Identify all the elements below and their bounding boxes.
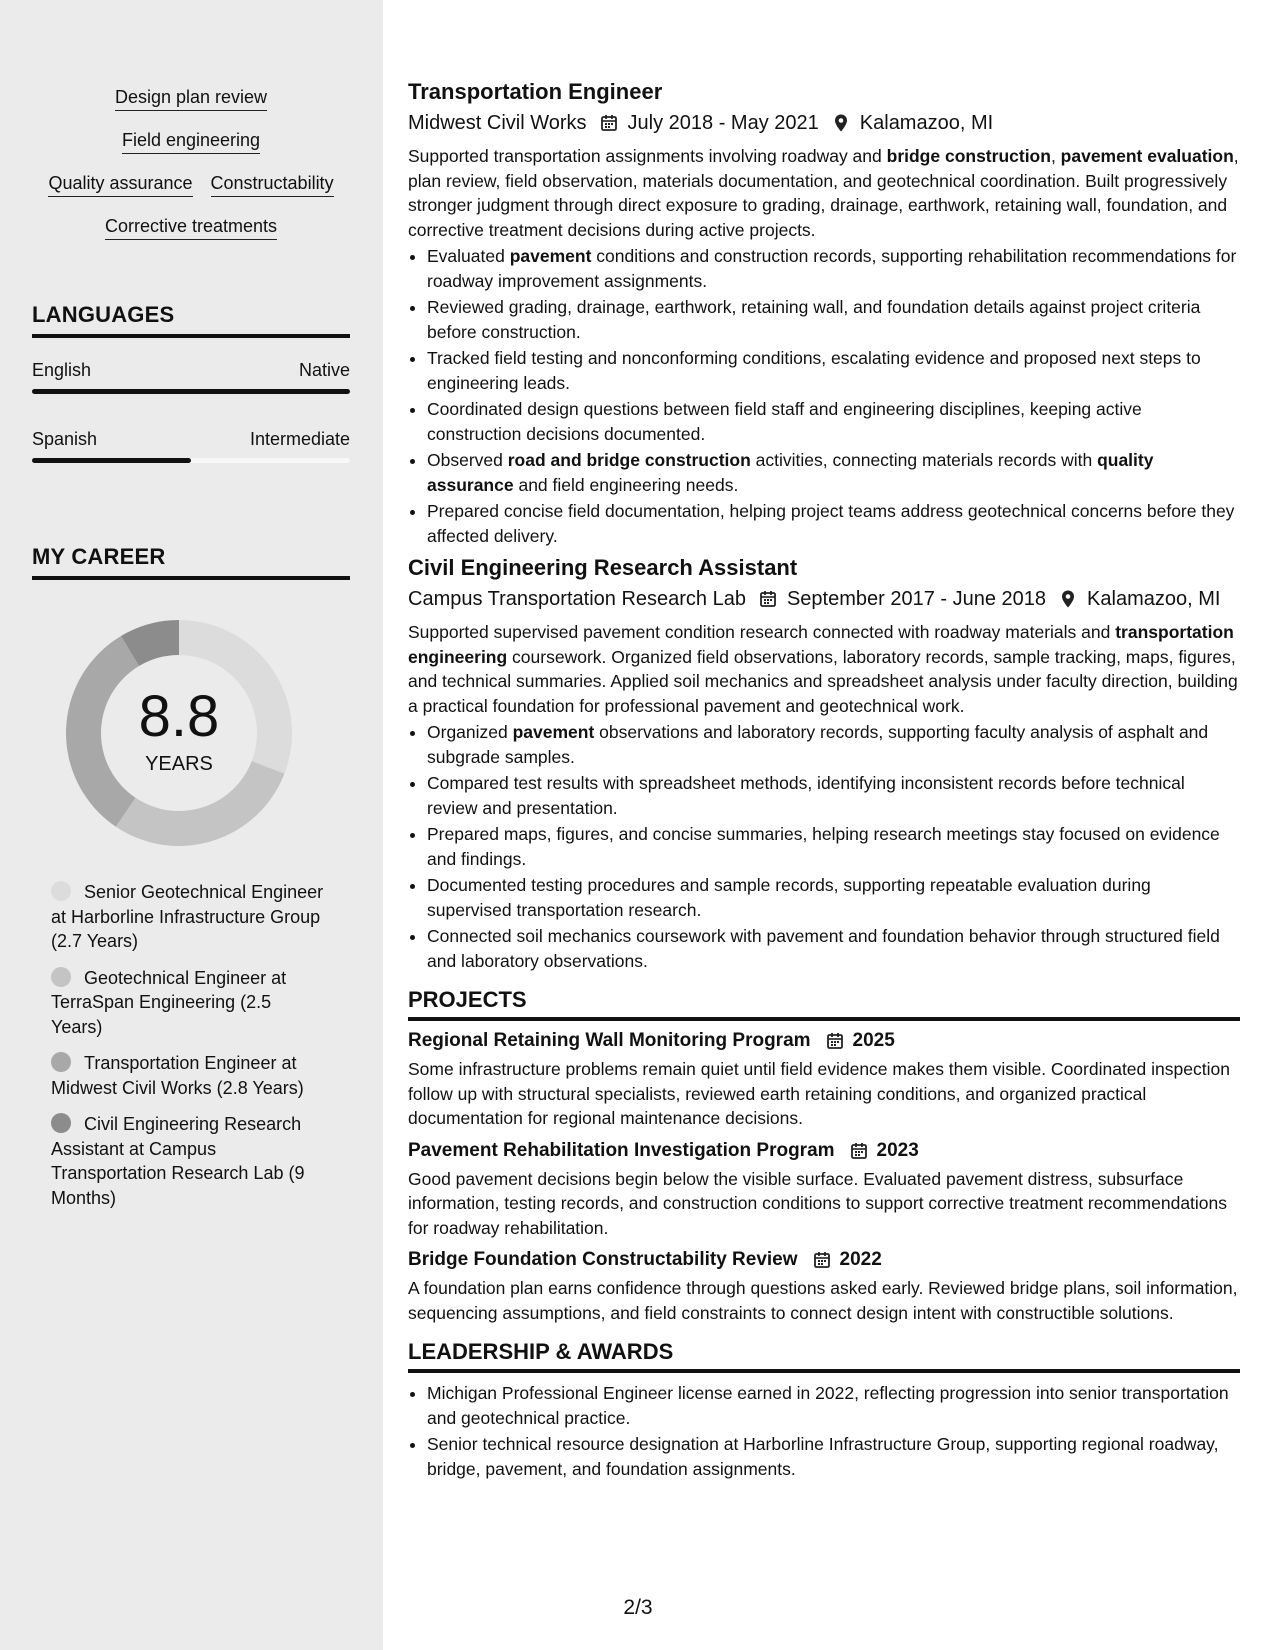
project-entry — [408, 1248, 1240, 1325]
sidebar — [0, 0, 383, 1650]
career-legend-item — [51, 1112, 326, 1210]
language-bar-fill — [32, 389, 350, 394]
calendar-icon — [599, 113, 619, 133]
language-bar-fill — [32, 458, 191, 463]
skill-row — [32, 129, 350, 154]
calendar-icon — [812, 1250, 832, 1270]
language-bar — [32, 389, 350, 394]
leadership-heading: LEADERSHIP & AWARDS — [408, 1339, 1240, 1373]
project-description: Good pavement decisions begin below the visible surface. Evaluated pavement distress, subsurface information, testing records, and construction conditions to support corrective treatment recommendations for roadway rehabilitation. — [408, 1168, 1228, 1238]
job-bullet: • Coordinated design questions between field staff and engineering disciplines, keeping active construction decisions documented. — [427, 397, 1240, 446]
legend-dot — [51, 881, 71, 901]
career-unit: YEARS — [145, 753, 213, 775]
job-bullet: • Compared test results with spreadsheet methods, identifying inconsistent records before technical review and presentation. — [427, 771, 1240, 820]
leadership-item: • Senior technical resource designation at Harborline Infrastructure Group, supporting regional roadway, bridge, pavement, and foundation assignments. — [427, 1432, 1240, 1481]
job-dates: September 2017 - June 2018 — [786, 588, 1047, 610]
job-entry — [408, 554, 1240, 973]
career-legend — [51, 880, 326, 1222]
projects-heading: PROJECTS — [408, 987, 1240, 1021]
skill-tag: Field engineering — [122, 129, 260, 154]
job-company: Campus Transportation Research Lab — [408, 588, 746, 610]
project-year: 2025 — [852, 1030, 895, 1051]
project-description: A foundation plan earns confidence through questions asked early. Reviewed bridge plans, soil information, sequencing assumptions, and field constraints to connect design intent with constructible solutions. — [408, 1278, 1238, 1323]
job-title: Civil Engineering Research Assistant — [408, 555, 798, 580]
job-summary: Supported transportation assignments involving roadway and bridge construction, pavement evaluation, plan review, field observation, materials documentation, and geotechnical coordination. Built progressively stronger judgment through direct exposure to grading, drainage, earthwork, retaining wall, foundation, and corrective treatment decisions during active projects. — [408, 146, 1239, 240]
job-location: Kalamazoo, MI — [1087, 588, 1221, 610]
skill-tag: Constructability — [211, 172, 334, 197]
language-bar — [32, 458, 350, 463]
project-year: 2023 — [876, 1139, 919, 1161]
main-content — [408, 78, 1240, 1483]
job-meta — [408, 110, 1240, 136]
skill-tag: Quality assurance — [48, 172, 192, 197]
skill-tag: Corrective treatments — [105, 215, 277, 240]
language-name: Spanish — [32, 429, 98, 449]
job-meta — [408, 586, 1240, 612]
map-pin-icon — [831, 113, 851, 133]
leadership-list — [408, 1381, 1240, 1481]
career-legend-label: Transportation Engineer at Midwest Civil Works (2.8 Years) — [51, 1053, 304, 1098]
skills-list — [32, 86, 350, 258]
career-legend-label: Senior Geotechnical Engineer at Harborline Infrastructure Group (2.7 Years) — [51, 882, 324, 951]
job-bullet: • Prepared maps, figures, and concise summaries, helping research meetings stay focused on evidence and findings. — [427, 822, 1240, 871]
skill-row — [32, 86, 350, 111]
project-entry — [408, 1139, 1240, 1241]
language-item — [32, 359, 350, 394]
project-title: Regional Retaining Wall Monitoring Program — [408, 1030, 811, 1051]
project-entry — [408, 1029, 1240, 1131]
legend-dot — [51, 1113, 71, 1133]
job-bullet: • Observed road and bridge construction activities, connecting materials records with quality assurance and field engineering needs. — [427, 448, 1240, 497]
map-pin-icon — [1058, 589, 1078, 609]
calendar-icon — [849, 1141, 869, 1161]
job-bullet: • Prepared concise field documentation, helping project teams address geotechnical concerns before they affected delivery. — [427, 499, 1240, 548]
job-bullet: • Tracked field testing and nonconforming conditions, escalating evidence and proposed next steps to engineering leads. — [427, 346, 1240, 395]
skill-tag: Design plan review — [115, 86, 267, 111]
career-legend-item — [51, 1051, 326, 1100]
career-donut-chart — [66, 620, 292, 846]
language-level: Intermediate — [249, 429, 350, 449]
job-location: Kalamazoo, MI — [859, 112, 994, 134]
calendar-icon — [758, 589, 778, 609]
legend-dot — [51, 967, 71, 987]
languages-heading: LANGUAGES — [32, 302, 350, 338]
project-title: Bridge Foundation Constructability Review — [408, 1249, 798, 1270]
career-heading: MY CAREER — [32, 544, 350, 580]
skill-row — [32, 172, 350, 197]
career-total: 8.8 — [138, 684, 220, 749]
career-legend-item — [51, 880, 326, 954]
job-dates: July 2018 - May 2021 — [627, 112, 819, 134]
job-bullets — [408, 244, 1240, 548]
language-name: English — [32, 360, 92, 380]
job-company: Midwest Civil Works — [408, 112, 587, 134]
project-year: 2022 — [839, 1249, 882, 1270]
language-level: Native — [298, 360, 350, 380]
job-summary: Supported supervised pavement condition research connected with roadway materials and transportation engineering coursework. Organized field observations, laboratory records, sample tracking, maps, figures, and technical summaries. Applied soil mechanics and spreadsheet analysis under faculty direction, building a practical foundation for professional pavement and geotechnical work. — [408, 622, 1238, 716]
job-bullet: • Evaluated pavement conditions and construction records, supporting rehabilitation recommendations for roadway improvement assignments. — [427, 244, 1240, 293]
page-number: 2/3 — [623, 1596, 653, 1619]
job-bullet: • Documented testing procedures and sample records, supporting repeatable evaluation during supervised transportation research. — [427, 873, 1240, 922]
career-legend-label: Civil Engineering Research Assistant at Campus Transportation Research Lab (9 Months) — [51, 1114, 305, 1208]
calendar-icon — [825, 1031, 845, 1051]
skill-row — [32, 215, 350, 240]
job-bullet: • Reviewed grading, drainage, earthwork, retaining wall, and foundation details against project criteria before construction. — [427, 295, 1240, 344]
language-item — [32, 428, 350, 463]
job-bullet: • Organized pavement observations and laboratory records, supporting faculty analysis of asphalt and subgrade samples. — [427, 720, 1240, 769]
job-title: Transportation Engineer — [408, 79, 663, 104]
legend-dot — [51, 1052, 71, 1072]
career-legend-label: Geotechnical Engineer at TerraSpan Engineering (2.5 Years) — [51, 967, 287, 1037]
leadership-item: • Michigan Professional Engineer license earned in 2022, reflecting progression into senior transportation and geotechnical practice. — [427, 1381, 1240, 1430]
project-title: Pavement Rehabilitation Investigation Program — [408, 1139, 835, 1161]
career-legend-item — [51, 966, 326, 1040]
job-bullets — [408, 720, 1240, 973]
job-bullet: • Connected soil mechanics coursework with pavement and foundation behavior through structured field and laboratory observations. — [427, 924, 1240, 973]
project-description: Some infrastructure problems remain quiet until field evidence makes them visible. Coordinated inspection follow up with structural specialists, reviewed earth retaining conditions, and organized practical documentation for regional maintenance decisions. — [408, 1059, 1230, 1128]
job-entry — [408, 78, 1240, 548]
